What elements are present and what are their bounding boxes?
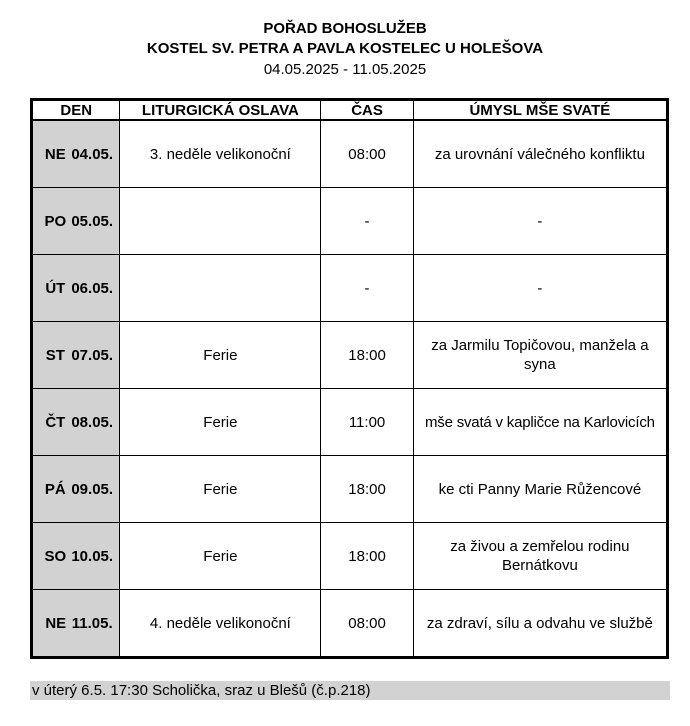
celebration-cell: Ferie xyxy=(120,456,321,523)
day-date: 08.05. xyxy=(71,413,114,431)
day-cell xyxy=(32,456,120,523)
table-row xyxy=(32,322,668,389)
day-name: NE xyxy=(44,145,66,163)
celebration-cell: Ferie xyxy=(120,523,321,590)
time-cell: 11:00 xyxy=(321,389,413,456)
celebration-cell: Ferie xyxy=(120,389,321,456)
day-cell xyxy=(32,255,120,322)
celebration-cell: Ferie xyxy=(120,322,321,389)
document-title: POŘAD BOHOSLUŽEB xyxy=(263,20,427,37)
day-date: 05.05. xyxy=(71,212,114,230)
column-header-time: ČAS xyxy=(321,100,413,121)
day-date: 09.05. xyxy=(71,480,114,498)
day-name: PÁ xyxy=(44,480,66,498)
day-cell xyxy=(32,188,120,255)
intent-cell: - xyxy=(413,255,667,322)
column-header-day: DEN xyxy=(32,100,120,121)
time-cell: - xyxy=(321,255,413,322)
day-name: ČT xyxy=(45,413,66,431)
day-date: 04.05. xyxy=(71,145,114,163)
schedule-table xyxy=(30,98,669,659)
table-row xyxy=(32,255,668,322)
column-header-celebration: LITURGICKÁ OSLAVA xyxy=(120,100,321,121)
day-name: PO xyxy=(44,212,67,230)
day-date: 06.05. xyxy=(71,279,114,297)
celebration-cell xyxy=(120,255,321,322)
column-header-intent: ÚMYSL MŠE SVATÉ xyxy=(413,100,667,121)
celebration-cell xyxy=(120,188,321,255)
intent-cell: za Jarmilu Topičovou, manžela a syna xyxy=(413,322,667,389)
intent-cell: mše svatá v kapličce na Karlovicích xyxy=(413,389,667,456)
day-name: ST xyxy=(45,346,65,364)
day-date: 07.05. xyxy=(71,346,114,364)
time-cell: 18:00 xyxy=(321,523,413,590)
church-name: KOSTEL SV. PETRA A PAVLA KOSTELEC U HOLEŠOVA xyxy=(146,40,544,57)
day-cell xyxy=(32,322,120,389)
day-date: 11.05. xyxy=(71,614,113,632)
time-cell: 18:00 xyxy=(321,456,413,523)
time-cell: 08:00 xyxy=(321,590,413,658)
intent-cell: za zdraví, sílu a odvahu ve službě xyxy=(413,590,667,658)
day-cell xyxy=(32,120,120,188)
time-cell: - xyxy=(321,188,413,255)
footer-note: v úterý 6.5. 17:30 Scholička, sraz u Blešů (č.p.218) xyxy=(30,681,670,700)
time-cell: 18:00 xyxy=(321,322,413,389)
day-date: 10.05. xyxy=(71,547,114,565)
time-cell: 08:00 xyxy=(321,120,413,188)
day-cell xyxy=(32,389,120,456)
table-row xyxy=(32,120,668,188)
intent-cell: ke cti Panny Marie Růžencové xyxy=(413,456,667,523)
table-row xyxy=(32,456,668,523)
day-name: NE xyxy=(45,614,67,632)
intent-cell: za urovnání válečného konfliktu xyxy=(413,120,667,188)
celebration-cell: 3. neděle velikonoční xyxy=(120,120,321,188)
table-header-row xyxy=(32,100,668,121)
table-row xyxy=(32,523,668,590)
day-cell xyxy=(32,590,120,658)
day-name: ÚT xyxy=(45,279,66,297)
day-name: SO xyxy=(44,547,67,565)
intent-cell: - xyxy=(413,188,667,255)
date-range: 04.05.2025 - 11.05.2025 xyxy=(263,61,427,78)
celebration-cell: 4. neděle velikonoční xyxy=(120,590,321,658)
table-row xyxy=(32,590,668,658)
day-cell xyxy=(32,523,120,590)
table-row xyxy=(32,389,668,456)
intent-cell: za živou a zemřelou rodinu Bernátkovu xyxy=(413,523,667,590)
table-row xyxy=(32,188,668,255)
